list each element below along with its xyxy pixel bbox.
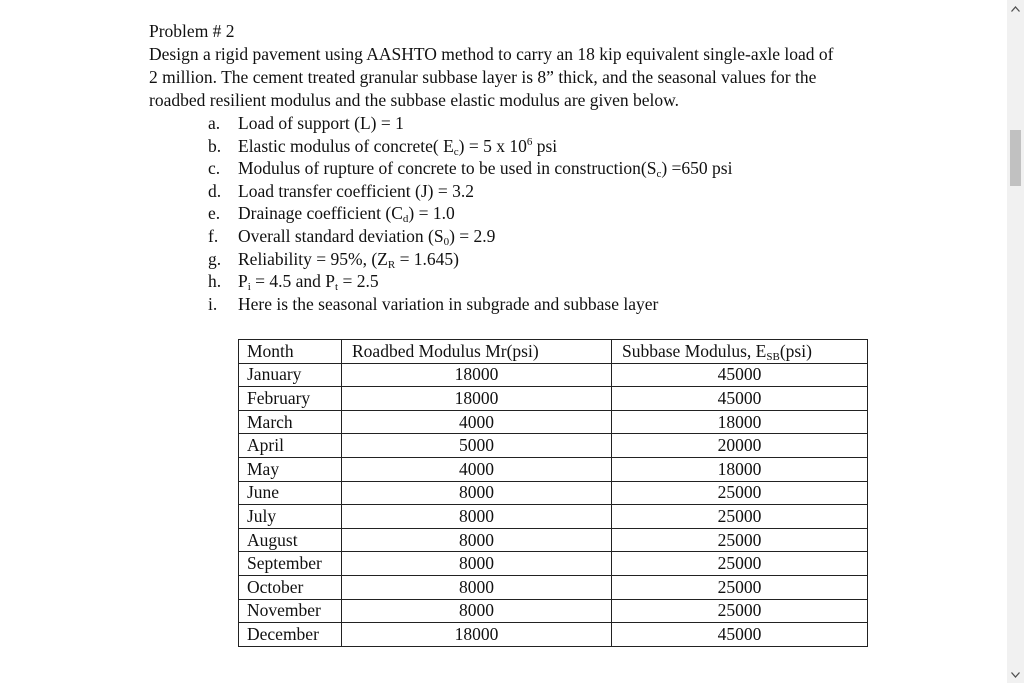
list-item-b [149,135,849,158]
given-values-list [149,112,849,315]
scrollbar-thumb[interactable] [1010,130,1021,186]
problem-document [149,20,849,315]
superscript: 6 [526,135,533,148]
subscript: c [656,168,662,181]
table-row [239,410,868,434]
list-text: Load of support (L) = 1 [238,113,404,133]
cell-esb: 45000 [612,363,868,387]
list-text-mid: = 4.5 and P [250,271,336,292]
list-text: Here is the seasonal variation in subgrade and subbase layer [238,293,659,314]
list-text-mid: ) = 5 x 10 [458,135,527,156]
list-text-pre: Drainage coefficient (C [238,203,403,224]
list-text: Load transfer coefficient (J) = 3.2 [238,180,474,201]
list-label: f. [208,225,219,246]
subscript: t [335,281,339,294]
cell-esb: 25000 [612,528,868,552]
cell-month: January [239,363,342,387]
table-row [239,434,868,458]
cell-esb: 25000 [612,505,868,529]
list-text-post: psi [532,135,558,156]
cell-esb: 45000 [612,623,868,647]
subscript: c [453,145,459,158]
cell-month: May [239,457,342,481]
table-header-row [239,340,868,364]
cell-esb: 45000 [612,387,868,411]
subscript: i [247,281,251,294]
problem-intro: Design a rigid pavement using AASHTO method to carry an 18 kip equivalent single-axle load of 2 million. The cement treated granular subbase layer is 8” thick, and the seasonal values for the roadbed resilient modulus and the subbase elastic modulus are given below. [149,44,834,110]
header-month: Month [239,340,342,364]
list-text-post: ) = 1.0 [408,203,455,224]
list-item-c [149,157,849,180]
problem-title: Problem # 2 [149,21,235,41]
table-row [239,623,868,647]
list-label: g. [208,248,222,269]
list-item-h [149,270,849,293]
table-row [239,552,868,576]
cell-mr: 18000 [342,387,612,411]
header-subbase-modulus [612,340,868,364]
list-label: h. [208,271,222,292]
table-row [239,575,868,599]
list-label: c. [208,158,221,179]
cell-mr: 8000 [342,481,612,505]
list-item-d [149,180,849,203]
list-item-g [149,248,849,271]
seasonal-variation-table [238,339,868,647]
table-row [239,457,868,481]
subscript: R [387,258,396,271]
cell-mr: 4000 [342,457,612,481]
subscript: d [402,213,409,226]
subscript: SB [766,350,780,363]
list-text-p1: P [238,271,248,292]
list-text-post: ) = 2.9 [449,225,496,246]
cell-month: April [239,434,342,458]
table-row [239,387,868,411]
cell-month: February [239,387,342,411]
cell-month: June [239,481,342,505]
cell-esb: 25000 [612,552,868,576]
cell-month: December [239,623,342,647]
header-subbase-text: Subbase Modulus, E [622,340,767,361]
chevron-up-icon[interactable] [1007,0,1024,17]
cell-mr: 8000 [342,528,612,552]
vertical-scrollbar[interactable] [1007,0,1024,683]
cell-esb: 25000 [612,599,868,623]
cell-esb: 18000 [612,410,868,434]
cell-esb: 20000 [612,434,868,458]
table-row [239,599,868,623]
cell-mr: 8000 [342,575,612,599]
list-text-pre: Modulus of rupture of concrete to be used in construction(S [238,158,657,179]
cell-esb: 18000 [612,457,868,481]
cell-mr: 8000 [342,599,612,623]
cell-month: October [239,575,342,599]
list-label: e. [208,203,221,224]
list-label: i. [208,293,218,314]
cell-mr: 18000 [342,363,612,387]
list-item-a [149,112,849,135]
cell-mr: 5000 [342,434,612,458]
cell-month: August [239,528,342,552]
list-label: a. [208,113,221,133]
list-text-post: = 2.5 [338,271,379,292]
cell-mr: 8000 [342,552,612,576]
list-text-pre: Overall standard deviation (S [238,225,444,246]
cell-mr: 4000 [342,410,612,434]
table-row [239,528,868,552]
list-text-post: = 1.645) [395,248,460,269]
cell-month: March [239,410,342,434]
cell-mr: 8000 [342,505,612,529]
list-text-pre: Reliability = 95%, (Z [238,248,388,269]
header-subbase-unit: (psi) [779,340,812,361]
table-row [239,505,868,529]
cell-month: November [239,599,342,623]
cell-esb: 25000 [612,481,868,505]
cell-esb: 25000 [612,575,868,599]
list-text-post: ) =650 psi [661,158,733,179]
header-roadbed-modulus: Roadbed Modulus Mr(psi) [342,340,612,364]
cell-month: July [239,505,342,529]
list-label: b. [208,135,222,156]
list-item-e [149,202,849,225]
list-label: d. [208,180,222,201]
chevron-down-icon[interactable] [1007,666,1024,683]
cell-mr: 18000 [342,623,612,647]
table-row [239,363,868,387]
list-item-f [149,225,849,248]
subscript: 0 [443,235,450,248]
cell-month: September [239,552,342,576]
list-text-pre: Elastic modulus of concrete( E [238,135,454,156]
table-row [239,481,868,505]
list-item-i [149,293,849,316]
